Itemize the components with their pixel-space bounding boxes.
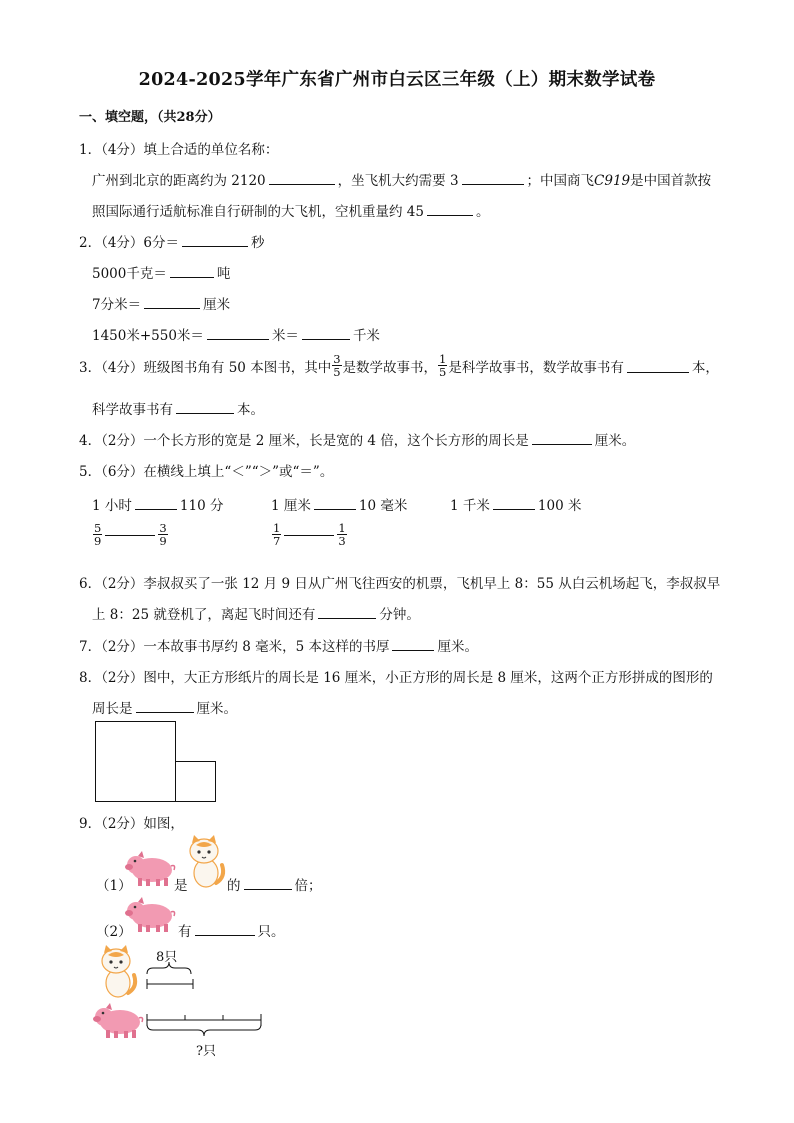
bottom-brace xyxy=(147,1024,261,1036)
q8-blank[interactable] xyxy=(136,700,194,713)
q7-blank[interactable] xyxy=(392,638,434,651)
q9-part1-num: （1） xyxy=(96,878,132,894)
q3-fraction-2: $\frac{1}{5}$ xyxy=(439,352,447,379)
q2-line3: 7分米＝ 厘米 xyxy=(92,297,231,313)
squares-figure xyxy=(95,721,217,803)
page-title: 2024-2025学年广东省广州市白云区三年级（上）期末数学试卷 xyxy=(138,70,656,90)
q5-compare-2: 1 厘米 10 毫米 xyxy=(271,498,408,514)
q6-line2: 上 8：25 就登机了，离起飞时间还有 分钟。 xyxy=(92,607,420,623)
q4-blank[interactable] xyxy=(532,432,592,445)
q4-line: 4．（2分）一个长方形的宽是 2 厘米，长是宽的 4 倍，这个长方形的周长是 厘米。 xyxy=(79,433,636,449)
q9-head: 9．（2分）如图， xyxy=(79,816,184,832)
cat-icon xyxy=(92,945,144,999)
q8-line1: 8．（2分）图中，大正方形纸片的周长是 16 厘米，小正方形的周长是 8 厘米，这两个正方形拼成的图形的 xyxy=(79,670,713,686)
q5-compare-5 xyxy=(271,522,348,547)
q5-compare-4 xyxy=(92,522,169,547)
q2-blank-2[interactable] xyxy=(170,265,214,278)
q9-part2-num: （2） xyxy=(96,924,132,940)
q7-line: 7．（2分）一本故事书厚约 8 毫米，5 本这样的书厚 厘米。 xyxy=(79,639,478,655)
q2-head: 2．（4分）6分＝ 秒 xyxy=(79,235,265,251)
q3-blank-2[interactable] xyxy=(176,401,234,414)
q1-line1: 广州到北京的距离约为 2120 ，坐飞机大约需要 3 ；中国商飞C919是中国首款按 xyxy=(92,173,712,189)
q9-blank-2[interactable] xyxy=(195,923,255,936)
q6-line1: 6．（2分）李叔叔买了一张 12 月 9 日从广州飞往西安的机票，飞机早上 8：55 从白云机场起飞，李叔叔早 xyxy=(79,576,721,592)
q5-blank-4[interactable] xyxy=(105,534,155,536)
q5-compare-3: 1 千米 100 米 xyxy=(450,498,582,514)
q1-blank-1[interactable] xyxy=(269,172,335,185)
top-brace xyxy=(147,962,191,974)
pig-icon xyxy=(92,1000,144,1040)
q5-blank-5[interactable] xyxy=(284,534,334,536)
q5-fraction-left-1: $\frac{5}{9}$ xyxy=(94,521,102,548)
q5-head: 5．（6分）在横线上填上“＜”“＞”或“＝”。 xyxy=(79,464,334,480)
q2-blank-5[interactable] xyxy=(302,327,350,340)
pig-icon xyxy=(124,848,176,888)
segment-diagram xyxy=(140,960,270,1044)
section-heading: 一、填空题，（共28分） xyxy=(79,110,221,125)
segment-top-label: 8只 xyxy=(156,950,178,965)
q9-part1-line: 的 倍； xyxy=(227,878,322,894)
q3-blank-1[interactable] xyxy=(627,358,689,373)
q5-blank-2[interactable] xyxy=(314,497,356,510)
q2-blank-1[interactable] xyxy=(182,234,248,247)
q3-fraction-1: $\frac{3}{5}$ xyxy=(333,352,341,379)
q8-line2: 周长是 厘米。 xyxy=(92,701,237,717)
q5-blank-3[interactable] xyxy=(493,497,535,510)
cat-icon xyxy=(186,835,226,889)
pig-icon xyxy=(124,894,176,934)
q2-blank-3[interactable] xyxy=(144,296,200,309)
q1-head: 1．（4分）填上合适的单位名称： xyxy=(79,142,279,158)
q5-compare-1: 1 小时 110 分 xyxy=(92,498,224,514)
q1-blank-3[interactable] xyxy=(427,203,473,216)
q2-line2: 5000千克＝ 吨 xyxy=(92,266,231,282)
segment-bottom-label: ?只 xyxy=(196,1044,216,1059)
q1-line2: 照国际通行适航标准自行研制的大飞机，空机重量约 45 。 xyxy=(92,204,490,220)
small-square xyxy=(176,762,216,802)
q5-fraction-right-2: $\frac{1}{3}$ xyxy=(338,521,346,548)
q6-blank[interactable] xyxy=(318,606,376,619)
q1-blank-2[interactable] xyxy=(462,172,524,185)
q5-fraction-left-2: $\frac{1}{7}$ xyxy=(273,521,281,548)
q3-line2: 科学故事书有 本。 xyxy=(92,402,264,418)
q9-part2-line: 有 只。 xyxy=(178,924,285,940)
q2-blank-4[interactable] xyxy=(207,327,269,340)
q3-line1: 3．（4分）班级图书角有 50 本图书，其中 $\frac{3}{5}$ 是数学故事书， $\frac{1}{5}$ 是科学故事书，数学故事书有 本， xyxy=(79,352,719,379)
q5-fraction-right-1: $\frac{3}{9}$ xyxy=(159,521,167,548)
q5-blank-1[interactable] xyxy=(135,497,177,510)
q9-blank-1[interactable] xyxy=(244,877,292,890)
q9-part1-shi: 是 xyxy=(174,878,188,894)
q2-line4: 1450米+550米＝ 米＝ 千米 xyxy=(92,328,380,344)
large-square xyxy=(96,722,176,802)
